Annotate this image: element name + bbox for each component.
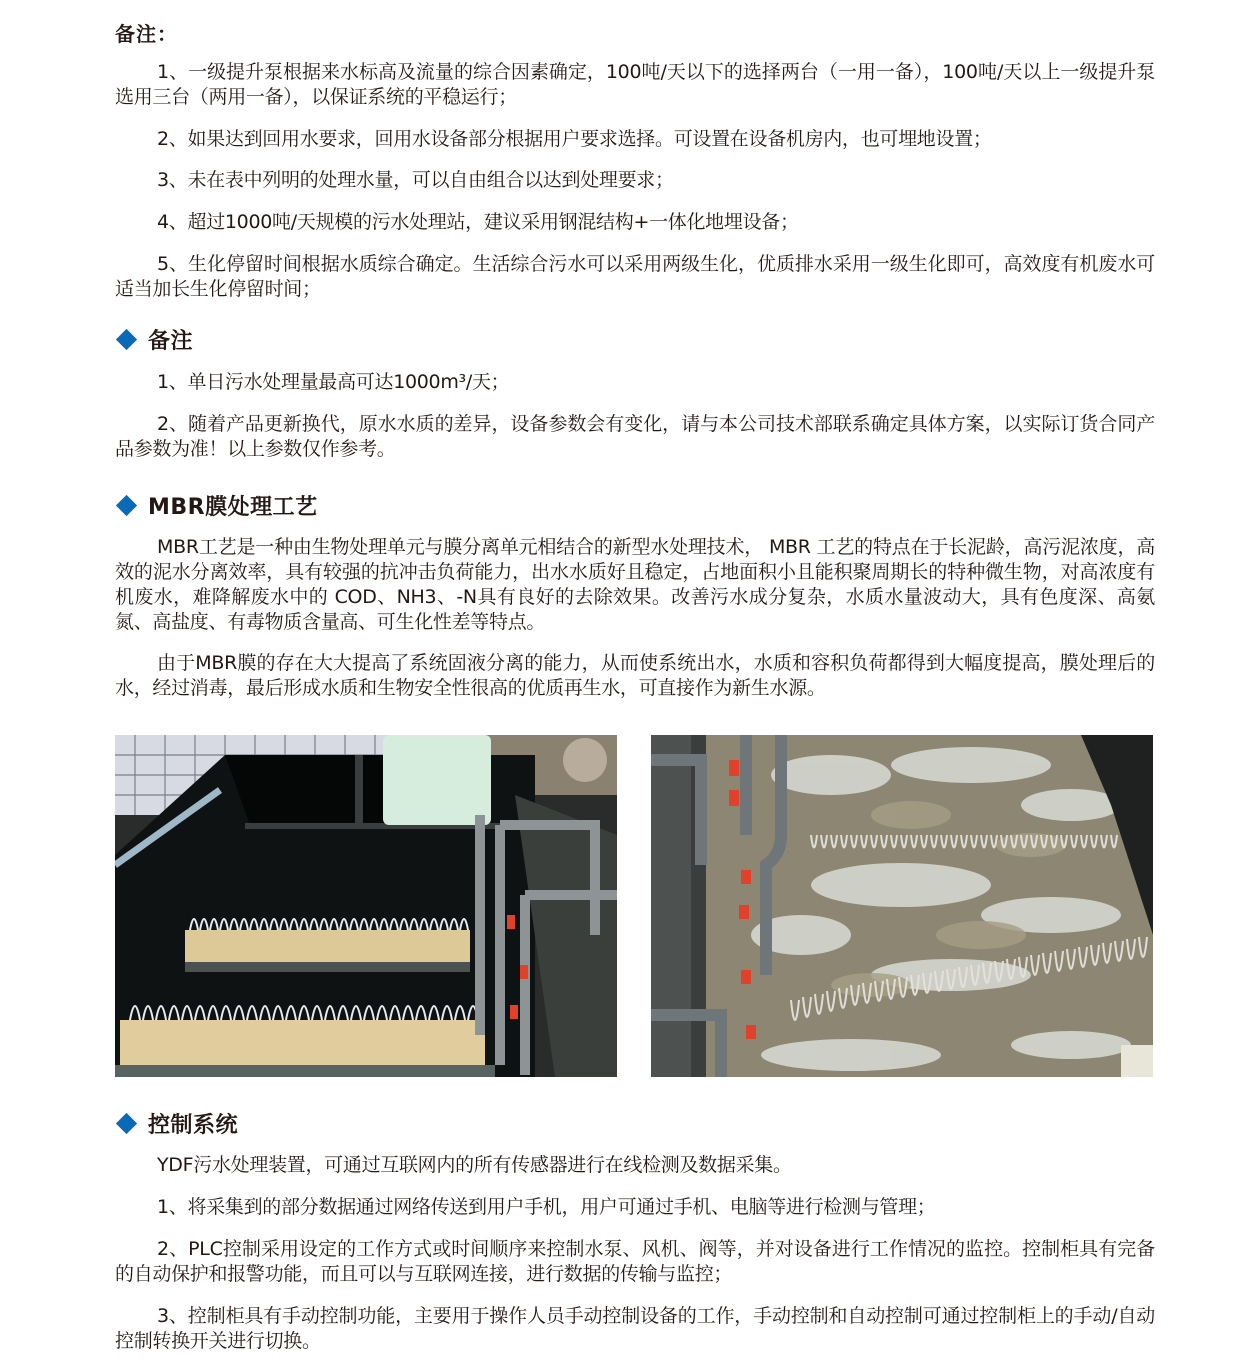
notes-title: 备注： xyxy=(115,22,178,46)
section-heading-remarks xyxy=(115,324,193,354)
mbr-tank-image xyxy=(115,735,617,1077)
section-heading-control xyxy=(115,1108,238,1138)
mbr-photo-tank xyxy=(115,735,617,1077)
remark-item-1: 1、单日污水处理量最高可达1000m³/天； xyxy=(157,371,510,393)
section-title: 控制系统 xyxy=(148,1112,239,1138)
mbr-photo-aeration xyxy=(651,735,1153,1077)
note-item-1: 1、一级提升泵根据来水标高及流量的综合因素确定，100吨/天以下的选择两台（一用一备），100吨/天以上一级提升泵选用三台（两用一备），以保证系统的平稳运行； xyxy=(115,61,1155,108)
diamond-bullet-icon xyxy=(116,328,137,349)
section-title: 备注 xyxy=(148,328,194,354)
note-item-2: 2、如果达到回用水要求，回用水设备部分根据用户要求选择。可设置在设备机房内，也可埋地设置； xyxy=(157,128,992,150)
control-item-2: 2、PLC控制采用设定的工作方式或时间顺序来控制水泵、风机、阀等，并对设备进行工作情况的监控。控制柜具有完备的自动保护和报警功能，而且可以与互联网连接，进行数据的传输与监控； xyxy=(115,1238,1155,1285)
mbr-paragraph-2: 由于MBR膜的存在大大提高了系统固液分离的能力，从而使系统出水，水质和容积负荷都得到大幅度提高，膜处理后的水，经过消毒，最后形成水质和生物安全性很高的优质再生水，可直接作为新生水源。 xyxy=(115,652,1155,699)
section-title: MBR膜处理工艺 xyxy=(148,494,318,520)
control-intro: YDF污水处理装置，可通过互联网内的所有传感器进行在线检测及数据采集。 xyxy=(157,1154,792,1176)
control-item-3: 3、控制柜具有手动控制功能，主要用于操作人员手动控制设备的工作，手动控制和自动控制可通过控制柜上的手动/自动控制转换开关进行切换。 xyxy=(115,1305,1155,1352)
note-item-3: 3、未在表中列明的处理水量，可以自由组合以达到处理要求； xyxy=(157,169,674,191)
mbr-paragraph-1: MBR工艺是一种由生物处理单元与膜分离单元相结合的新型水处理技术， MBR 工艺的特点在于长泥龄，高污泥浓度，高效的泥水分离效率，具有较强的抗冲击负荷能力，出水水质好且稳定，占地面积小且能积聚周期长的特种微生物，对高浓度有机废水，难降解废水中的 COD、NH3、-N具有良好的去除效果。改善污水成分复杂，水质水量波动大，具有色度深、高氨氮、高盐度、有毒物质含量高、可生化性差等特点。 xyxy=(115,536,1155,633)
section-heading-mbr xyxy=(115,490,318,520)
diamond-bullet-icon xyxy=(116,494,137,515)
mbr-aeration-image xyxy=(651,735,1153,1077)
note-item-5: 5、生化停留时间根据水质综合确定。生活综合污水可以采用两级生化，优质排水采用一级生化即可，高效度有机废水可适当加长生化停留时间； xyxy=(115,253,1155,300)
control-item-1: 1、将采集到的部分数据通过网络传送到用户手机，用户可通过手机、电脑等进行检测与管理； xyxy=(157,1196,936,1218)
diamond-bullet-icon xyxy=(116,1112,137,1133)
remark-item-2: 2、随着产品更新换代，原水水质的差异，设备参数会有变化，请与本公司技术部联系确定具体方案，以实际订货合同产品参数为准！以上参数仅作参考。 xyxy=(115,413,1155,460)
note-item-4: 4、超过1000吨/天规模的污水处理站，建议采用钢混结构+一体化地埋设备； xyxy=(157,211,799,233)
